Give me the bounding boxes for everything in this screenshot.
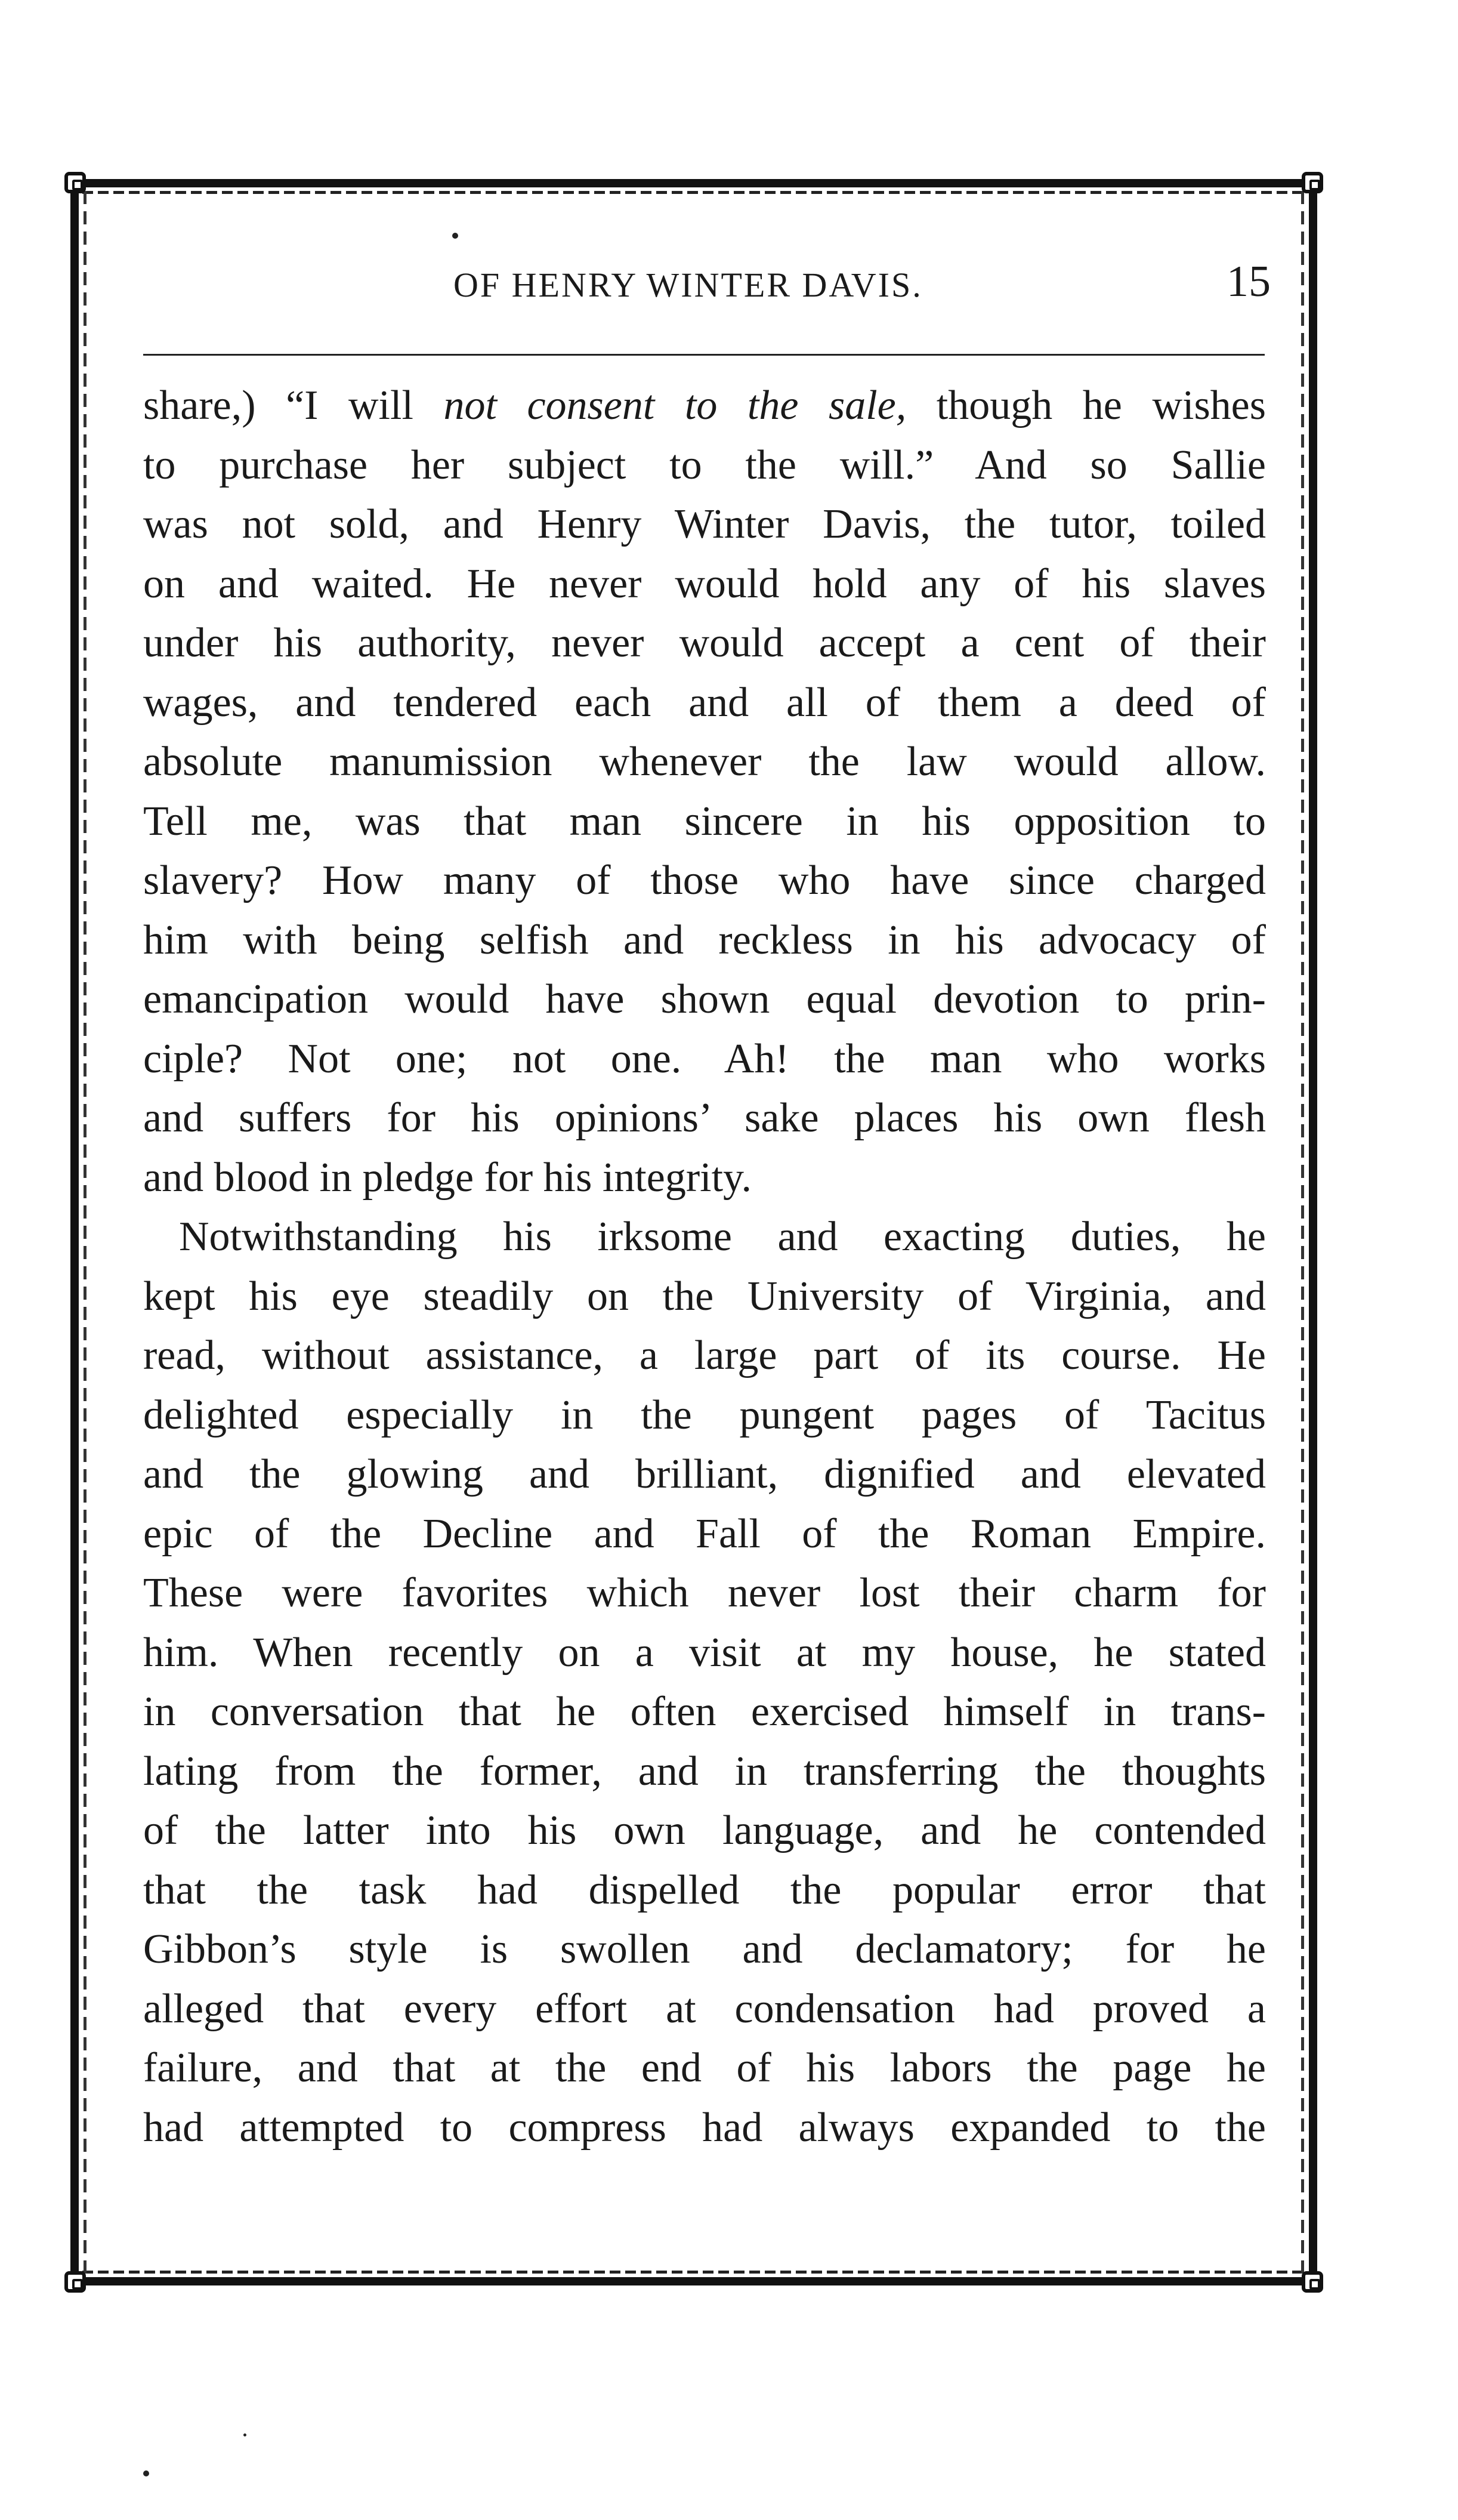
text-line: and blood in pledge for his integrity. bbox=[143, 1154, 752, 1201]
page-header bbox=[143, 257, 1306, 322]
text-line: of the latter into his own language, and he contended bbox=[143, 1808, 1266, 1853]
text-line: share,) “I will not consent to the sale, though he wishes bbox=[143, 383, 1266, 428]
text-line: Notwithstanding his irksome and exacting duties, he bbox=[179, 1214, 1266, 1260]
text-line: to purchase her subject to the will.” And so Sallie bbox=[143, 442, 1266, 488]
print-speck bbox=[243, 2433, 246, 2436]
header-divider bbox=[143, 354, 1265, 356]
text-line: These were favorites which never lost their charm for bbox=[143, 1570, 1266, 1616]
text-line: ciple? Not one; not one. Ah! the man who works bbox=[143, 1035, 1266, 1082]
corner-ornament-icon bbox=[64, 172, 86, 193]
left-border-rule bbox=[70, 191, 79, 2274]
top-border-dash bbox=[82, 191, 1305, 194]
corner-ornament-icon bbox=[64, 2271, 86, 2293]
text-line: delighted especially in the pungent pages of Tacitus bbox=[143, 1392, 1266, 1438]
italic-quote: not consent to the sale, bbox=[443, 383, 907, 428]
left-border-dash bbox=[84, 191, 87, 2274]
text-line: was not sold, and Henry Winter Davis, the tutor, toiled bbox=[143, 501, 1266, 547]
text-line: him. When recently on a visit at my house, he stated bbox=[143, 1629, 1266, 1676]
text-line: failure, and that at the end of his labors the page he bbox=[143, 2045, 1266, 2091]
text-line: epic of the Decline and Fall of the Roman Empire. bbox=[143, 1510, 1266, 1557]
text-line: absolute manumission whenever the law would allow. bbox=[143, 739, 1266, 785]
top-border-rule bbox=[82, 179, 1305, 187]
text-line: Tell me, was that man sincere in his opposition to bbox=[143, 798, 1266, 844]
print-speck bbox=[143, 2470, 149, 2476]
corner-ornament-icon bbox=[1302, 2271, 1323, 2293]
bottom-border-dash bbox=[82, 2271, 1305, 2274]
running-head: OF HENRY WINTER DAVIS. bbox=[453, 266, 923, 304]
text-line: lating from the former, and in transferring the thoughts bbox=[143, 1748, 1266, 1794]
text-line: that the task had dispelled the popular error that bbox=[143, 1867, 1266, 1913]
text-line: kept his eye steadily on the University of Virginia, and bbox=[143, 1273, 1266, 1319]
text-line: slavery? How many of those who have since charged bbox=[143, 858, 1266, 903]
text-line: wages, and tendered each and all of them a deed of bbox=[143, 679, 1266, 726]
body-text bbox=[143, 376, 1266, 2157]
paragraph bbox=[143, 1207, 1266, 2157]
text-line: alleged that every effort at condensation had proved a bbox=[143, 1985, 1266, 2032]
text-line: on and waited. He never would hold any of his slaves bbox=[143, 560, 1266, 607]
paragraph bbox=[143, 376, 1266, 1207]
right-border-rule bbox=[1309, 191, 1317, 2274]
text-line: him with being selfish and reckless in his advocacy of bbox=[143, 917, 1266, 963]
text-line: Gibbon’s style is swollen and declamatory; for he bbox=[143, 1926, 1266, 1972]
text-line: had attempted to compress had always expanded to the bbox=[143, 2104, 1266, 2151]
bottom-border-rule bbox=[82, 2277, 1305, 2285]
text-line: in conversation that he often exercised himself in trans- bbox=[143, 1689, 1266, 1735]
right-border-dash bbox=[1301, 191, 1304, 2274]
corner-ornament-icon bbox=[1302, 172, 1323, 193]
page-number: 15 bbox=[1227, 257, 1271, 306]
text-line: emancipation would have shown equal devotion to prin- bbox=[143, 976, 1266, 1022]
print-speck bbox=[452, 233, 458, 239]
text-line: read, without assistance, a large part of its course. He bbox=[143, 1333, 1266, 1378]
text-line: and suffers for his opinions’ sake places his own flesh bbox=[143, 1095, 1266, 1141]
text-line: under his authority, never would accept a cent of their bbox=[143, 620, 1266, 666]
text-line: and the glowing and brilliant, dignified and elevated bbox=[143, 1451, 1266, 1497]
